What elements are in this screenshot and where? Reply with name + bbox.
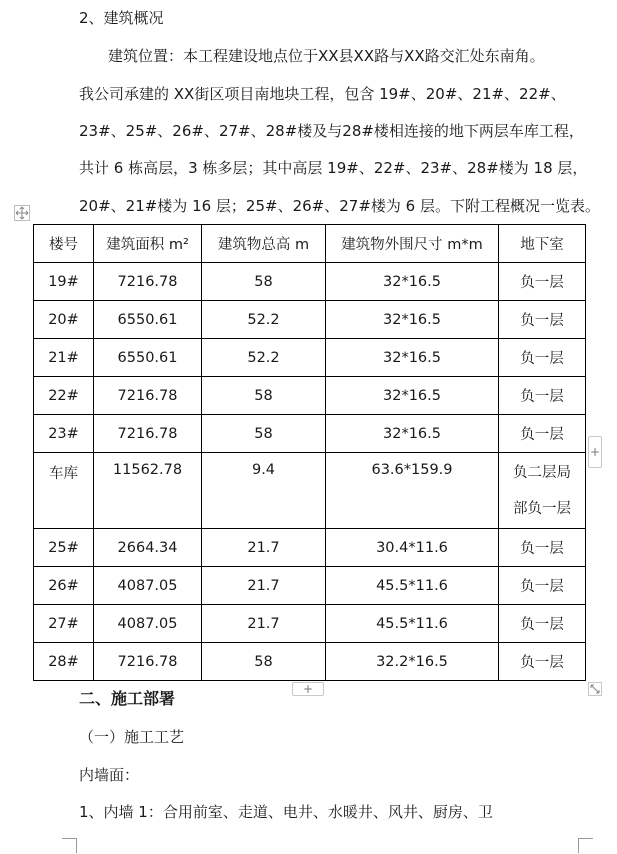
header-cell[interactable]: 建筑物外围尺寸 m*m	[326, 225, 499, 263]
table-cell[interactable]: 58	[202, 643, 326, 681]
table-cell[interactable]: 52.2	[202, 339, 326, 377]
table-cell[interactable]: 7216.78	[94, 415, 202, 453]
table-cell[interactable]: 负一层	[499, 301, 586, 339]
header-cell[interactable]: 建筑面积 m²	[94, 225, 202, 263]
table-cell[interactable]: 26#	[34, 567, 94, 605]
paragraph-line: 20#、21#楼为 16 层；25#、26#、27#楼为 6 层。下附工程概况一览表。	[79, 197, 600, 215]
table-row	[34, 643, 586, 681]
table-cell[interactable]: 7216.78	[94, 263, 202, 301]
table-cell[interactable]: 22#	[34, 377, 94, 415]
table-cell[interactable]: 7216.78	[94, 643, 202, 681]
table-cell[interactable]: 21.7	[202, 529, 326, 567]
section-title: 二、施工部署	[79, 689, 176, 708]
table-cell[interactable]: 20#	[34, 301, 94, 339]
table-cell[interactable]: 负一层	[499, 339, 586, 377]
header-cell[interactable]: 楼号	[34, 225, 94, 263]
paragraph-line: 我公司承建的 XX街区项目南地块工程，包含 19#、20#、21#、22#、	[79, 85, 566, 103]
table-cell[interactable]: 21.7	[202, 605, 326, 643]
table-cell[interactable]: 63.6*159.9	[326, 453, 499, 529]
table-cell[interactable]: 2664.34	[94, 529, 202, 567]
table-row	[34, 415, 586, 453]
table-cell[interactable]: 45.5*11.6	[326, 567, 499, 605]
header-cell[interactable]: 建筑物总高 m	[202, 225, 326, 263]
table-row	[34, 263, 586, 301]
table-cell[interactable]: 23#	[34, 415, 94, 453]
page-margin-mark	[62, 838, 77, 853]
header-cell[interactable]: 地下室	[499, 225, 586, 263]
table-cell[interactable]: 负一层	[499, 263, 586, 301]
table-cell[interactable]: 32*16.5	[326, 263, 499, 301]
table-cell[interactable]: 58	[202, 263, 326, 301]
table-cell[interactable]: 52.2	[202, 301, 326, 339]
table-cell[interactable]: 4087.05	[94, 605, 202, 643]
inner-wall-label: 内墙面：	[79, 766, 140, 784]
table-cell[interactable]: 6550.61	[94, 339, 202, 377]
table-cell[interactable]: 负一层	[499, 529, 586, 567]
table-resize-icon[interactable]	[588, 682, 602, 696]
table-cell[interactable]: 负一层	[499, 643, 586, 681]
table-cell[interactable]: 19#	[34, 263, 94, 301]
table-row	[34, 301, 586, 339]
table-cell[interactable]: 11562.78	[94, 453, 202, 529]
table-cell[interactable]: 32*16.5	[326, 301, 499, 339]
table-row	[34, 567, 586, 605]
table-cell[interactable]: 58	[202, 377, 326, 415]
table-cell[interactable]: 32*16.5	[326, 377, 499, 415]
table-cell[interactable]: 58	[202, 415, 326, 453]
add-column-button[interactable]: +	[588, 436, 602, 468]
cell-line: 负二层局	[513, 464, 571, 481]
table-cell[interactable]: 21.7	[202, 567, 326, 605]
table-cell[interactable]: 负一层	[499, 415, 586, 453]
cell-line: 部负一层	[513, 500, 571, 517]
table-cell[interactable]: 负一层	[499, 605, 586, 643]
table-row	[34, 529, 586, 567]
table-row	[34, 339, 586, 377]
table-row	[34, 377, 586, 415]
paragraph-line: 建筑位置：本工程建设地点位于XX县XX路与XX路交汇处东南角。	[108, 47, 545, 65]
inner-wall-item: 1、内墙 1：合用前室、走道、电井、水暖井、风井、厨房、卫	[79, 803, 493, 821]
section-heading: 2、建筑概况	[79, 9, 164, 27]
add-row-button[interactable]: +	[292, 682, 324, 696]
subsection-title: （一）施工工艺	[79, 728, 185, 746]
table-cell[interactable]: 6550.61	[94, 301, 202, 339]
table-cell[interactable]: 4087.05	[94, 567, 202, 605]
table-cell[interactable]: 28#	[34, 643, 94, 681]
table-cell[interactable]: 车库	[34, 453, 94, 529]
table-cell[interactable]: 负一层	[499, 377, 586, 415]
page-margin-mark	[578, 838, 593, 853]
table-cell[interactable]: 27#	[34, 605, 94, 643]
move-icon	[15, 206, 29, 220]
paragraph-line: 23#、25#、26#、27#、28#楼及与28#楼相连接的地下两层车库工程，	[79, 122, 584, 140]
table-cell[interactable]: 32*16.5	[326, 415, 499, 453]
paragraph-line: 共计 6 栋高层，3 栋多层；其中高层 19#、22#、23#、28#楼为 18 层，	[79, 159, 588, 177]
table-cell[interactable]: 30.4*11.6	[326, 529, 499, 567]
table-header-row	[34, 225, 586, 263]
table-row	[34, 453, 586, 529]
table-cell[interactable]: 7216.78	[94, 377, 202, 415]
table-cell[interactable]: 32*16.5	[326, 339, 499, 377]
table-row	[34, 605, 586, 643]
table-cell[interactable]: 21#	[34, 339, 94, 377]
project-overview-table	[33, 224, 586, 681]
table-cell[interactable]: 负一层	[499, 567, 586, 605]
table-cell[interactable]: 32.2*16.5	[326, 643, 499, 681]
table-cell[interactable]	[499, 453, 586, 529]
table-cell[interactable]: 25#	[34, 529, 94, 567]
table-cell[interactable]: 45.5*11.6	[326, 605, 499, 643]
table-move-icon[interactable]	[14, 205, 30, 221]
resize-icon	[590, 684, 600, 694]
table-cell[interactable]: 9.4	[202, 453, 326, 529]
